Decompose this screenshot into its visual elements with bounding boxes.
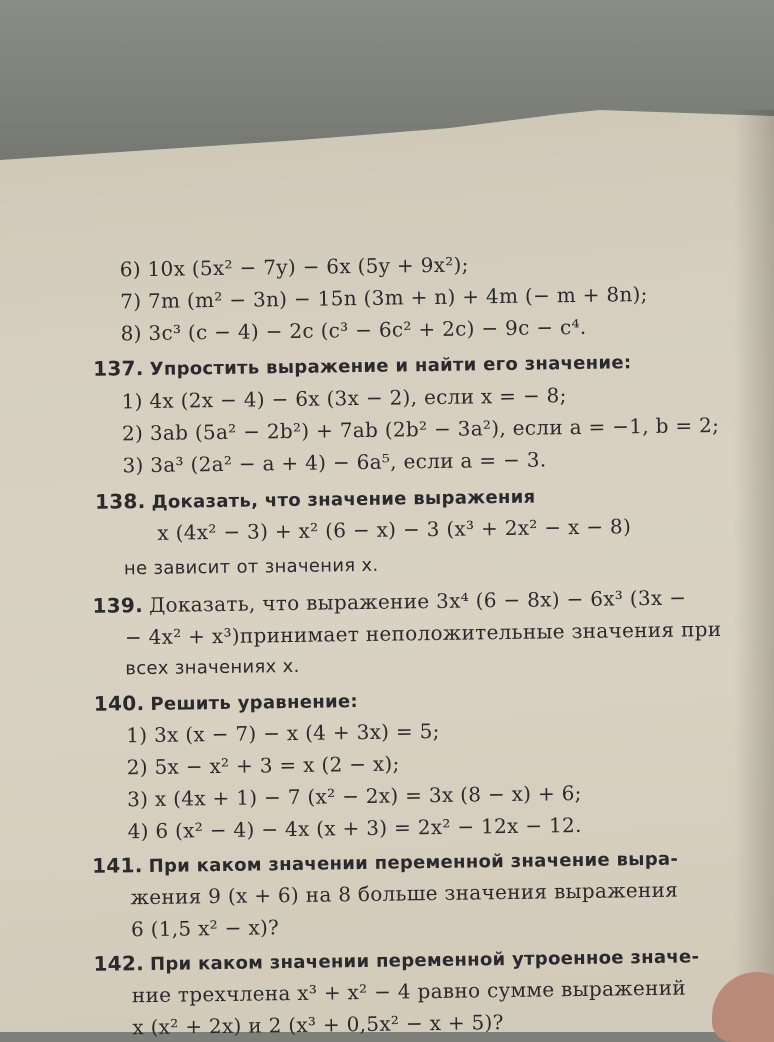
exercise-138-conclusion: не зависит от значения x.	[123, 554, 379, 580]
exercise-136-item-7: 7) 7m (m² − 3n) − 15n (3m + n) + 4m (− m + 8n);	[120, 281, 648, 314]
exercise-number: 137.	[92, 356, 144, 381]
exercise-task: Решить уравнение:	[150, 691, 359, 715]
exercise-task: Доказать, что выражение 3x⁴ (6 − 8x) − 6x³ (3x −	[148, 585, 687, 617]
exercise-141-line-3: 6 (1,5 x² − x)?	[130, 915, 280, 942]
exercise-task: Доказать, что значение выражения	[151, 486, 536, 513]
exercise-number: 139.	[92, 593, 144, 618]
exercise-task: При каком значении переменной утроенное значе-	[149, 946, 700, 975]
exercise-137-item-1: 1) 4x (2x − 4) − 6x (3x − 2), если x = − 8;	[121, 383, 567, 414]
exercise-number: 142.	[93, 951, 145, 976]
exercise-138-expression: x (4x² − 3) + x² (6 − x) − 3 (x³ + 2x² − x − 8)	[157, 514, 632, 545]
exercise-137-item-3: 3) 3a³ (2a² − a + 4) − 6a⁵, если a = − 3.	[122, 447, 547, 478]
exercise-number: 138.	[94, 489, 146, 514]
exercise-140-heading	[94, 687, 358, 719]
exercise-task: При каком значении переменной значение выра-	[148, 848, 679, 878]
exercise-142-line-3: x (x² + 2x) и 2 (x³ + 0,5x² − x + 5)?	[132, 1010, 504, 1040]
exercise-136-item-8: 8) 3c³ (c − 4) − 2c (c³ − 6c² + 2c) − 9c − c⁴.	[120, 314, 587, 346]
exercise-142-line-1	[93, 942, 699, 978]
exercise-task: Упростить выражение и найти его значение:	[149, 352, 632, 380]
exercise-137-item-2: 2) 3ab (5a² − 2b²) + 7ab (2b² − 3a²), если a = −1, b = 2;	[121, 413, 720, 446]
exercise-139-line-3: всех значениях x.	[125, 655, 300, 680]
exercise-137-heading	[93, 348, 632, 384]
exercise-140-item-1: 1) 3x (x − 7) − x (4 + 3x) = 5;	[126, 718, 440, 748]
exercise-number: 140.	[93, 691, 145, 716]
exercise-140-item-3: 3) x (4x + 1) − 7 (x² − 2x) = 3x (8 − x) + 6;	[127, 780, 582, 812]
exercise-136-item-6: 6) 10x (5x² − 7y) − 6x (5y + 9x²);	[119, 252, 469, 282]
exercise-141-line-2: жения 9 (x + 6) на 8 больше значения выражения	[130, 877, 679, 910]
exercise-139-line-2: − 4x² + x³)принимает неположительные значения при	[124, 616, 722, 650]
exercise-138-heading	[95, 483, 536, 517]
exercise-140-item-4: 4) 6 (x² − 4) − 4x (x + 3) = 2x² − 12x − 12.	[127, 812, 582, 844]
exercise-142-line-2: ние трехчлена x³ + x² − 4 равно сумме выражений	[131, 975, 687, 1008]
exercise-number: 141.	[91, 853, 143, 878]
exercise-139-line-1	[92, 584, 686, 618]
exercise-141-line-1	[92, 845, 678, 881]
exercise-140-item-2: 2) 5x − x² + 3 = x (2 − x);	[126, 751, 400, 780]
